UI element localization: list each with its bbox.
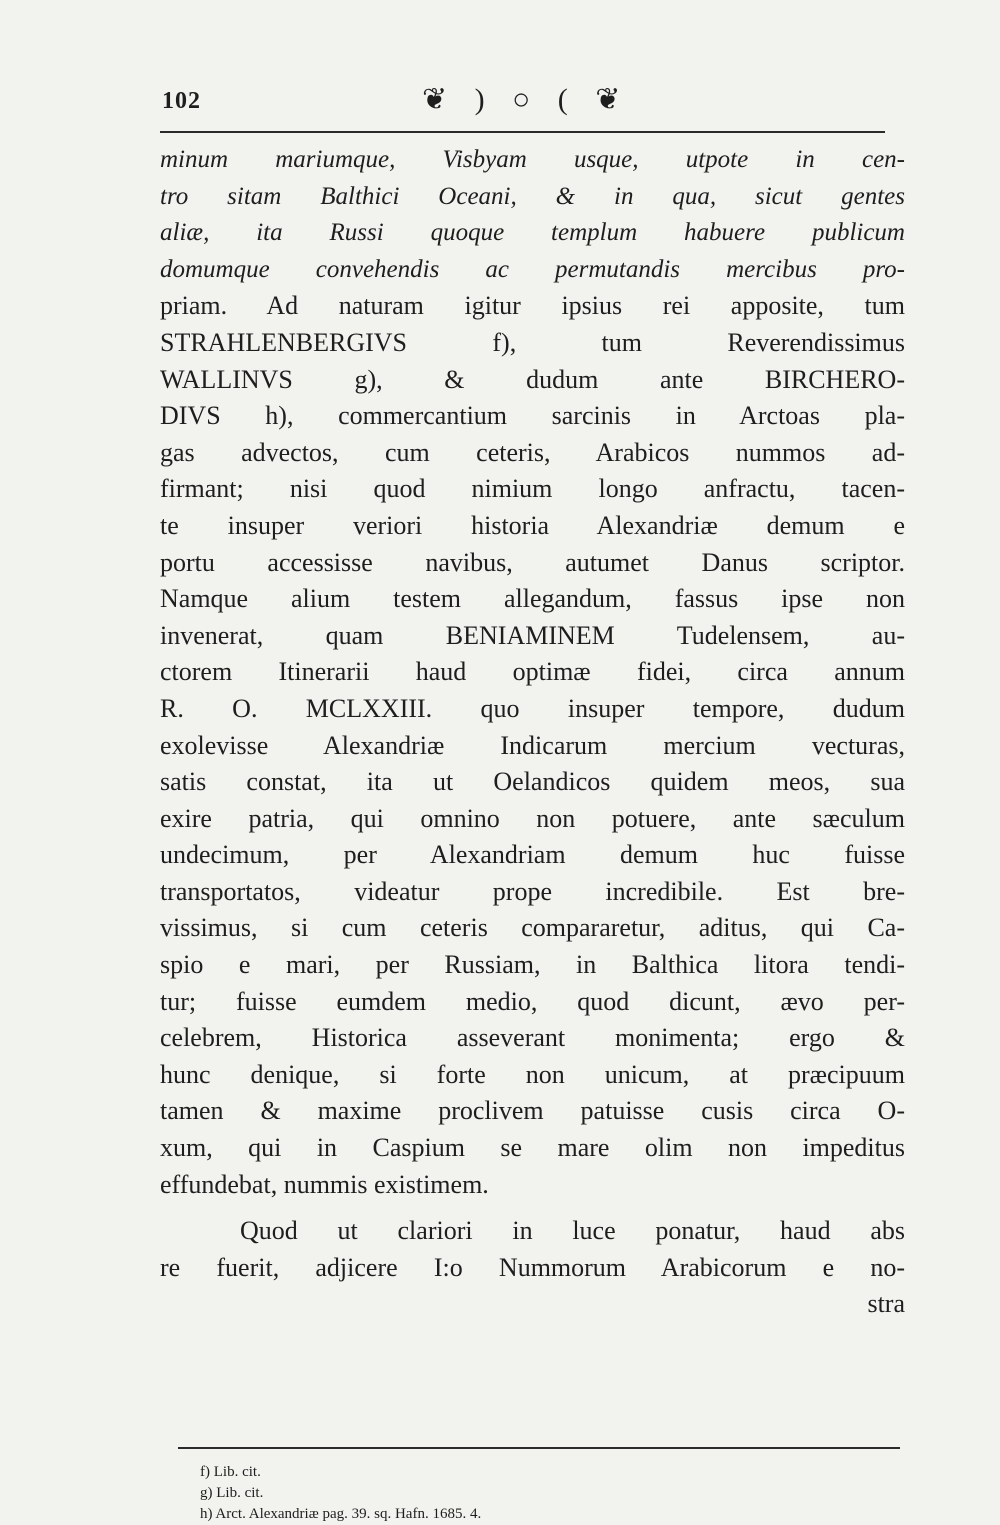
text-line: vissimus, si cum ceteris compararetur, aditus, qui Ca-	[160, 913, 905, 943]
text-line: satis constat, ita ut Oelandicos quidem meos, sua	[160, 767, 905, 797]
footnote: h) Arct. Alexandriæ pag. 39. sq. Hafn. 1685. 4.	[200, 1506, 482, 1522]
text-line: invenerat, quam BENIAMINEM Tudelensem, au-	[160, 620, 905, 650]
text-line: WALLINVS g), & dudum ante BIRCHERO-	[160, 364, 905, 394]
text-line: te insuper veriori historia Alexandriæ demum e	[160, 510, 905, 540]
text-line: R. O. MCLXXIII. quo insuper tempore, dudum	[160, 693, 905, 723]
text-line: minum mariumque, Visbyam usque, utpote in cen-	[160, 146, 905, 173]
text-line: undecimum, per Alexandriam demum huc fuisse	[160, 840, 905, 870]
text-line: celebrem, Historica asseverant monimenta; ergo &	[160, 1023, 905, 1053]
page-header	[160, 78, 885, 128]
text-line: xum, qui in Caspium se mare olim non impeditus	[160, 1133, 905, 1163]
catchword: stra	[867, 1289, 905, 1319]
text-line: STRAHLENBERGIVS f), tum Reverendissimus	[160, 327, 905, 357]
text-line: domumque convehendis ac permutandis mercibus pro-	[160, 255, 905, 283]
text-line: firmant; nisi quod nimium longo anfractu, tacen-	[160, 474, 905, 504]
header-ornament: ❦ ) ○ ( ❦	[422, 83, 631, 116]
text-line: aliæ, ita Russi quoque templum habuere publicum	[160, 219, 905, 247]
text-line: tro sitam Balthici Oceani, & in qua, sicut gentes	[160, 182, 905, 210]
text-line: gas advectos, cum ceteris, Arabicos nummos ad-	[160, 437, 905, 467]
footnote: f) Lib. cit.	[200, 1464, 261, 1480]
text-line: exolevisse Alexandriæ Indicarum mercium vecturas,	[160, 730, 905, 760]
text-line: portu accessisse navibus, autumet Danus scriptor.	[160, 547, 905, 577]
text-line: exire patria, qui omnino non potuere, ante sæculum	[160, 803, 905, 833]
paragraph-first-line: Quod ut clariori in luce ponatur, haud abs	[240, 1216, 905, 1246]
text-line: tamen & maxime proclivem patuisse cusis circa O-	[160, 1096, 905, 1126]
footnotes	[200, 1462, 800, 1525]
text-line: DIVS h), commercantium sarcinis in Arctoas pla-	[160, 401, 905, 431]
header-rule	[160, 131, 885, 133]
page-number: 102	[162, 88, 201, 114]
text-line: Namque alium testem allegandum, fassus ipse non	[160, 584, 905, 614]
footnote-rule	[178, 1447, 900, 1449]
text-line: hunc denique, si forte non unicum, at præcipuum	[160, 1059, 905, 1089]
footnote: g) Lib. cit.	[200, 1485, 264, 1501]
text-line: priam. Ad naturam igitur ipsius rei apposite, tum	[160, 291, 905, 321]
text-line: re fuerit, adjicere I:o Nummorum Arabicorum e no-	[160, 1252, 905, 1282]
body-text	[160, 142, 905, 1323]
text-line: effundebat, nummis existimem.	[160, 1169, 489, 1199]
text-line: ctorem Itinerarii haud optimæ fidei, circa annum	[160, 657, 905, 687]
text-line: spio e mari, per Russiam, in Balthica litora tendi-	[160, 950, 905, 980]
text-line: tur; fuisse eumdem medio, quod dicunt, ævo per-	[160, 986, 905, 1016]
text-line: transportatos, videatur prope incredibile. Est bre-	[160, 876, 905, 906]
